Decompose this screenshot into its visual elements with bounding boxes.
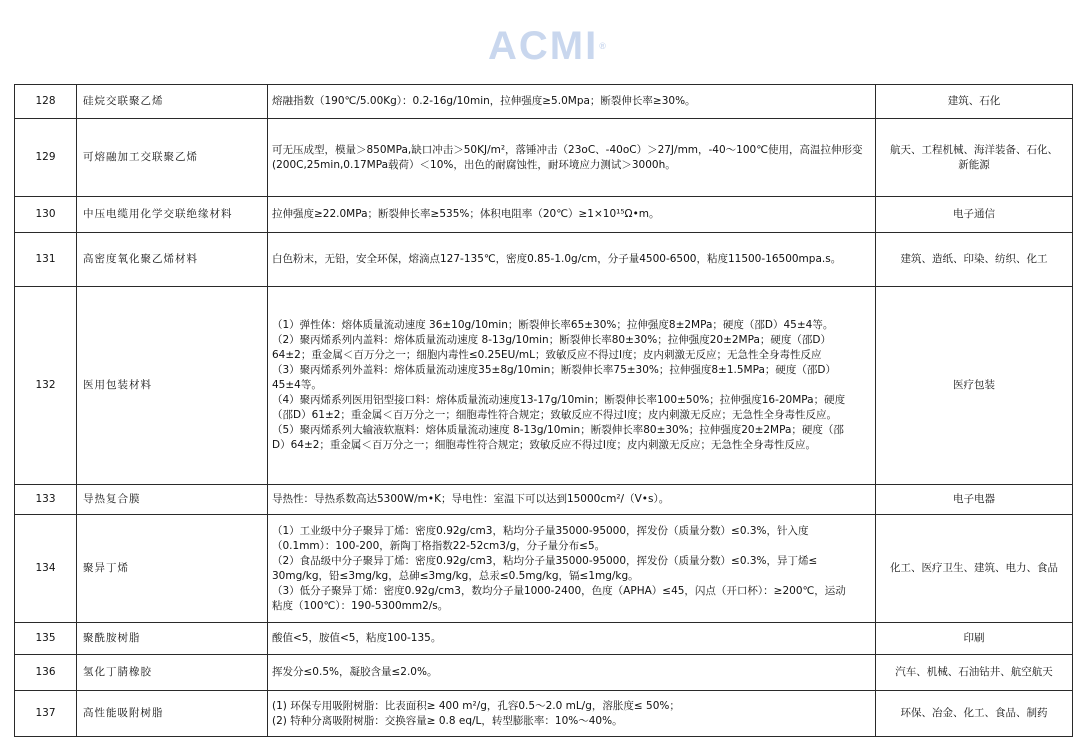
spec-line: 拉伸强度≥22.0MPa；断裂伸长率≥535%；体积电阻率（20℃）≥1×10¹⁵Ω•m。 — [272, 208, 660, 220]
application-line: 印刷 — [963, 632, 985, 644]
material-name: 聚酰胺树脂 — [77, 623, 268, 655]
application-cell — [876, 197, 1073, 233]
material-name: 医用包装材料 — [77, 287, 268, 485]
application-line: 汽车、机械、石油钻井、航空航天 — [895, 666, 1053, 678]
table-row — [15, 119, 1073, 197]
spec-line: (2) 特种分离吸附树脂：交换容量≥ 0.8 eq/L，转型膨胀率：10%～40%。 — [272, 714, 623, 727]
application-cell — [876, 85, 1073, 119]
application-cell — [876, 515, 1073, 623]
spec-line: （2）食品级中分子聚异丁烯：密度0.92g/cm3，粘均分子量35000-95000，挥发份（质量分数）≤0.3%，异丁烯≤ — [272, 554, 818, 567]
spec-line: （3）聚丙烯系列外盖料：熔体质量流动速度35±8g/10min；断裂伸长率75±30%；拉伸强度8±1.5MPa；硬度（邵D） — [272, 364, 836, 376]
spec-line: 酸值<5，胺值<5，粘度100-135。 — [272, 632, 442, 644]
spec-line: （1）弹性体：熔体质量流动速度 36±10g/10min；断裂伸长率65±30%；拉伸强度8±2MPa；硬度（邵D）45±4等。 — [272, 319, 834, 331]
application-line: 建筑、石化 — [947, 95, 1001, 107]
spec-line: （4）聚丙烯系列医用铝型接口料：熔体质量流动速度13-17g/10min；断裂伸长率100±50%；拉伸强度16-20MPa；硬度 — [272, 394, 846, 406]
application-line: 电子通信 — [953, 208, 995, 220]
application-cell — [876, 655, 1073, 691]
spec-cell — [268, 85, 876, 119]
spec-cell — [268, 287, 876, 485]
application-cell — [876, 691, 1073, 737]
table-row — [15, 485, 1073, 515]
spec-line: 30mg/kg，铅≤3mg/kg，总砷≤3mg/kg，总汞≤0.5mg/kg，镉≤1mg/kg。 — [272, 569, 639, 582]
spec-line: （1）工业级中分子聚异丁烯：密度0.92g/cm3，粘均分子量35000-95000，挥发份（质量分数）≤0.3%，针入度 — [272, 524, 809, 537]
table-row — [15, 691, 1073, 737]
material-name: 高密度氧化聚乙烯材料 — [77, 233, 268, 287]
spec-cell — [268, 515, 876, 623]
spec-cell — [268, 691, 876, 737]
spec-line: (1) 环保专用吸附树脂：比表面积≥ 400 m²/g，孔容0.5～2.0 mL/g，溶胀度≤ 50%； — [272, 699, 680, 712]
table-row — [15, 515, 1073, 623]
row-number: 132 — [15, 287, 77, 485]
materials-table — [14, 84, 1073, 737]
spec-line: （5）聚丙烯系列大输液软瓶料：熔体质量流动速度 8-13g/10min；断裂伸长率80±30%；拉伸强度20±2MPa；硬度（邵 — [272, 424, 844, 436]
application-cell — [876, 485, 1073, 515]
spec-line: 熔融指数（190℃/5.00Kg）：0.2-16g/10min，拉伸强度≥5.0Mpa；断裂伸长率≥30%。 — [272, 95, 696, 107]
spec-cell — [268, 197, 876, 233]
material-name: 中压电缆用化学交联绝缘材料 — [77, 197, 268, 233]
application-line: 建筑、造纸、印染、纺织、化工 — [900, 253, 1048, 265]
table-row — [15, 623, 1073, 655]
spec-cell — [268, 623, 876, 655]
spec-line: D）64±2；重金属＜百万分之一；细胞毒性符合规定；致敏反应不得过Ⅰ度；皮内刺激无反应；无急性全身毒性反应。 — [272, 439, 817, 451]
material-name: 导热复合膜 — [77, 485, 268, 515]
row-number: 128 — [15, 85, 77, 119]
spec-line: 白色粉末，无铅，安全环保，熔滴点127-135℃，密度0.85-1.0g/cm，分子量4500-6500，粘度11500-16500mpa.s。 — [272, 253, 842, 265]
material-name: 氢化丁腈橡胶 — [77, 655, 268, 691]
spec-line: 可无压成型，模量＞850MPa,缺口冲击＞50KJ/m²，落锤冲击（23oC、-40oC）＞27J/mm，-40～100℃使用，高温拉伸形变 — [272, 143, 863, 156]
application-line: 环保、冶金、化工、食品、制药 — [900, 707, 1048, 719]
logo-text: ACMI — [488, 24, 599, 68]
material-name: 可熔融加工交联聚乙烯 — [77, 119, 268, 197]
application-cell — [876, 233, 1073, 287]
row-number: 131 — [15, 233, 77, 287]
spec-cell — [268, 655, 876, 691]
table-row — [15, 233, 1073, 287]
logo — [488, 26, 608, 66]
registered-mark-icon: ® — [599, 41, 608, 51]
spec-cell — [268, 233, 876, 287]
application-cell — [876, 287, 1073, 485]
application-line: 航天、工程机械、海洋装备、石化、 — [890, 143, 1058, 156]
row-number: 129 — [15, 119, 77, 197]
spec-line: （0.1mm）：100-200，新陶丁格指数22-52cm3/g，分子量分布≤5。 — [272, 539, 606, 552]
spec-cell — [268, 119, 876, 197]
row-number: 133 — [15, 485, 77, 515]
table-row — [15, 85, 1073, 119]
spec-line: 45±4等。 — [272, 379, 322, 391]
application-cell — [876, 623, 1073, 655]
application-line: 化工、医疗卫生、建筑、电力、食品 — [890, 562, 1058, 574]
application-cell — [876, 119, 1073, 197]
material-name: 聚异丁烯 — [77, 515, 268, 623]
spec-line: 导热性：导热系数高达5300W/m•K；导电性：室温下可以达到15000cm²/（V•s）。 — [272, 493, 670, 505]
table-row — [15, 655, 1073, 691]
row-number: 134 — [15, 515, 77, 623]
spec-line: (200C,25min,0.17MPa载荷）＜10%，出色的耐腐蚀性，耐环境应力测试＞3000h。 — [272, 158, 676, 171]
row-number: 137 — [15, 691, 77, 737]
application-line: 新能源 — [958, 158, 990, 171]
table-row — [15, 287, 1073, 485]
spec-line: 粘度（100℃）：190-5300mm2/s。 — [272, 599, 449, 612]
application-line: 电子电器 — [953, 493, 995, 505]
row-number: 136 — [15, 655, 77, 691]
application-line: 医疗包装 — [953, 379, 995, 391]
spec-cell — [268, 485, 876, 515]
spec-line: （邵D）61±2；重金属＜百万分之一；细胞毒性符合规定；致敏反应不得过Ⅰ度；皮内刺激无反应；无急性全身毒性反应。 — [272, 409, 838, 421]
table-row — [15, 197, 1073, 233]
spec-line: 64±2；重金属＜百万分之一；细胞内毒性≤0.25EU/mL；致敏反应不得过Ⅰ度；皮内刺激无反应；无急性全身毒性反应 — [272, 349, 822, 361]
row-number: 130 — [15, 197, 77, 233]
spec-line: （3）低分子聚异丁烯：密度0.92g/cm3，数均分子量1000-2400，色度（APHA）≤45，闪点（开口杯）：≥200℃，运动 — [272, 584, 846, 597]
row-number: 135 — [15, 623, 77, 655]
material-name: 硅烷交联聚乙烯 — [77, 85, 268, 119]
spec-line: 挥发分≤0.5%，凝胶含量≤2.0%。 — [272, 666, 438, 678]
spec-line: （2）聚丙烯系列内盖料：熔体质量流动速度 8-13g/10min；断裂伸长率80±30%；拉伸强度20±2MPa；硬度（邵D） — [272, 334, 831, 346]
material-name: 高性能吸附树脂 — [77, 691, 268, 737]
